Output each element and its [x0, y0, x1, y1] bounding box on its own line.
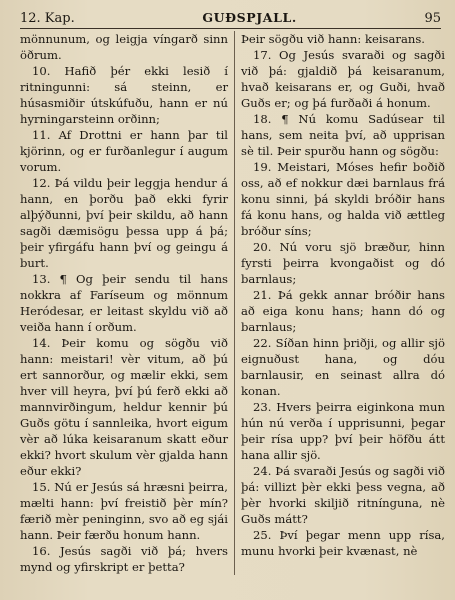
- verse-paragraph: 20. Nú voru sjö bræður, hinn fyrsti þeirra kvongaðist og dó barnlaus;: [241, 240, 445, 286]
- continued-text: mönnunum, og leigja víngarð sinn öðrum.: [20, 32, 228, 62]
- verse-paragraph: 23. Hvers þeirra eiginkona mun hún nú verða í upprisunni, þegar þeir rísa upp? því þeir höfðu átt hana allir sjö.: [241, 400, 445, 462]
- verse-paragraph: 15. Nú er Jesús sá hræsni þeirra, mælti hann: því freistið þèr mín? færið mèr peninginn, svo að eg sjái hann. Þeir færðu honum hann.: [20, 480, 228, 542]
- verse-paragraph: 25. Því þegar menn upp rísa, munu hvorki þeir kvænast, nè: [241, 528, 445, 558]
- running-header: [20, 10, 441, 29]
- verse-paragraph: 19. Meistari, Móses hefir boðið oss, að ef nokkur dæi barnlaus frá konu sinni, þá skyldi bróðir hans fá konu hans, og halda við ættleg bróður síns;: [241, 160, 445, 238]
- verse-paragraph: 18. ¶ Nú komu Sadúsear til hans, sem neita því, að upprisan sè til. Þeir spurðu hann og sögðu:: [241, 112, 445, 158]
- verse-paragraph: 22. Síðan hinn þriðji, og allir sjö eignuðust hana, og dóu barnlausir, en seinast allra dó konan.: [241, 336, 445, 398]
- verse-paragraph: 21. Þá gekk annar bróðir hans að eiga konu hans; hann dó og barnlaus;: [241, 288, 445, 334]
- chapter-label: 12. Kap.: [20, 11, 75, 26]
- page-number: 95: [424, 11, 441, 26]
- verse-paragraph: 24. Þá svaraði Jesús og sagði við þá: villizt þèr ekki þess vegna, að þèr hvorki skiljið ritnínguna, nè Guðs mátt?: [241, 464, 445, 526]
- verse-paragraph: 16. Jesús sagði við þá; hvers mynd og yfirskript er þetta?: [20, 544, 228, 574]
- continued-text: Þeir sögðu við hann: keisarans.: [241, 32, 425, 46]
- verse-paragraph: 12. Þá vildu þeir leggja hendur á hann, en þorðu það ekki fyrir alþýðunni, því þeir skildu, að hann sagði dæmisögu þessa upp á þá; þeir yfirgáfu hann því og geingu á burt.: [20, 176, 228, 270]
- left-column: [20, 31, 228, 575]
- right-column: [234, 31, 445, 575]
- verse-paragraph: 11. Af Drottni er hann þar til kjörinn, og er furðanlegur í augum vorum.: [20, 128, 228, 174]
- page-title: GUÐSPJALL.: [202, 10, 297, 25]
- verse-paragraph: 10. Hafið þér ekki lesið í ritningunni: sá steinn, er húsasmiðir útskúfuðu, hann er nú hyrningarsteinn orðinn;: [20, 64, 228, 126]
- verse-paragraph: 17. Og Jesús svaraði og sagði við þá: gjaldið þá keisaranum, hvað keisarans er, og Guði, hvað Guðs er; og þá furðaði á honum.: [241, 48, 445, 110]
- verse-paragraph: 14. Þeir komu og sögðu við hann: meistari! vèr vitum, að þú ert sannorður, og mælir ekki, sem hver vill heyra, því þú ferð ekki að mannvirðingum, heldur kennir þú Guðs götu í sannleika, hvort eigum vèr að lúka keisaranum skatt eður ekki? hvort skulum vèr gjalda hann eður ekki?: [20, 336, 228, 478]
- verse-paragraph: 13. ¶ Og þeir sendu til hans nokkra af Faríseum og mönnum Heródesar, er leitast skyldu við að veiða hann í orðum.: [20, 272, 228, 334]
- text-columns: [20, 31, 445, 575]
